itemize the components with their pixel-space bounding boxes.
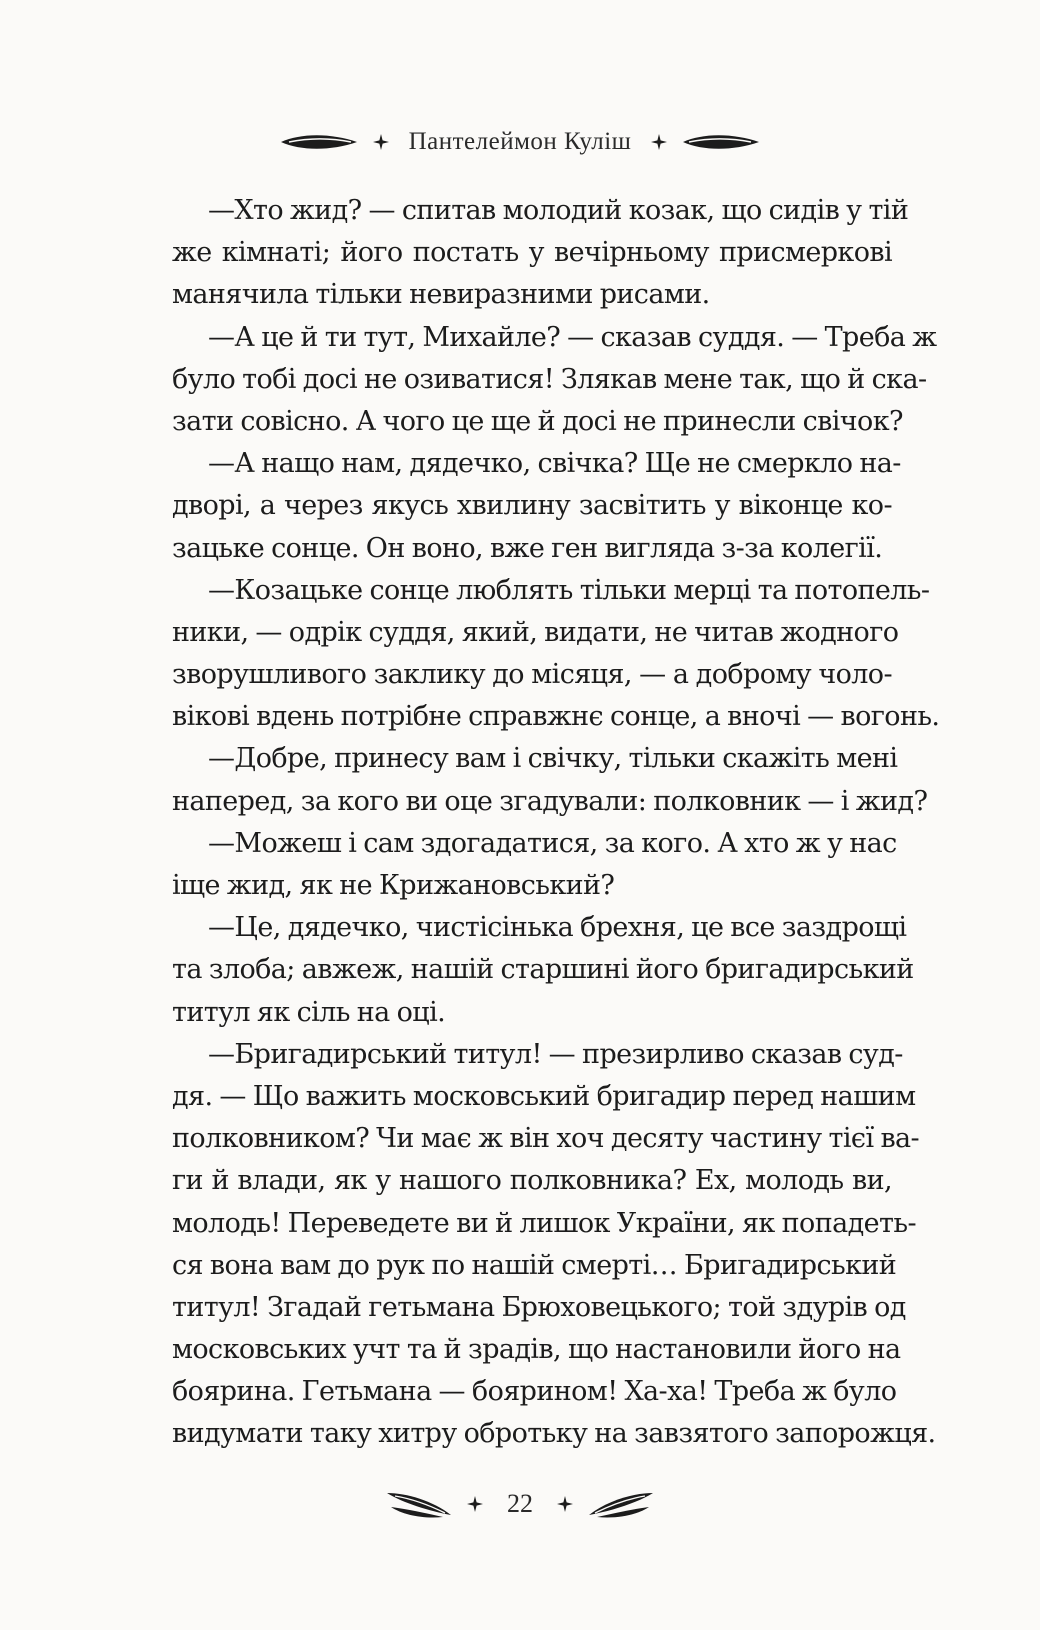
page-header [0, 120, 1040, 164]
text-line: було тобі досі не озиватися! Злякав мене так, що й ска- [172, 363, 927, 395]
text-line: манячила тільки невиразними рисами. [172, 279, 710, 311]
text-line: дворі, а через якусь хвилину засвітить у віконце ко- [172, 490, 892, 522]
text-line: ники, — одрік суддя, який, видати, не читав жодного [172, 616, 899, 648]
text-line: —Це, дядечко, чистісінька брехня, це все заздрощі [208, 912, 907, 944]
text-line: московських учт та й зрадів, що настановили його на [172, 1334, 901, 1366]
text-line: боярина. Гетьмана — боярином! Ха-ха! Треба ж було [172, 1376, 897, 1408]
text-line: зати совісно. А чого це ще й досі не принесли свічок? [172, 405, 903, 437]
text-line: же кімнаті; його постать у вечірньому присмеркові [172, 237, 892, 269]
right-leaf-ornament-icon [681, 132, 761, 152]
left-feather-ornament-icon [385, 1489, 453, 1519]
text-line: титул як сіль на оці. [172, 996, 446, 1028]
text-line: титул! Згадай гетьмана Брюховецького; той здурів од [172, 1291, 906, 1323]
text-line: —Бригадирський титул! — презирливо сказав суд- [208, 1038, 903, 1070]
text-line: ги й влади, як у нашого полковника? Ех, молодь ви, [172, 1165, 892, 1197]
text-line: та злоба; авжеж, нашій старшині його бригадирський [172, 954, 914, 986]
text-line: зацьке сонце. Он воно, вже ген вигляда з-за колегії. [172, 532, 883, 564]
text-line: полковником? Чи має ж він хоч десяту частину тієї ва- [172, 1123, 920, 1155]
text-line: —Добре, принесу вам і свічку, тільки скажіть мені [208, 743, 898, 775]
text-line: зворушливого заклику до місяця, — а доброму чоло- [172, 659, 892, 691]
text-line: ся вона вам до рук по нашій смерті… Бригадирський [172, 1249, 897, 1281]
text-line: —А нащо нам, дядечко, свічка? Ще не смеркло на- [208, 448, 901, 480]
page-number: 22 [507, 1489, 533, 1518]
text-line: видумати таку хитру обротьку на завзятого запорожця. [172, 1418, 936, 1450]
page-body-text [172, 190, 940, 1456]
header-author-name: Пантелеймон Куліш [408, 128, 632, 155]
text-line: іще жид, як не Крижановський? [172, 870, 615, 901]
footer-right-star-icon [557, 1496, 573, 1512]
right-feather-ornament-icon [587, 1489, 655, 1519]
left-star-icon [373, 134, 389, 150]
text-line: вікові вдень потрібне справжнє сонце, а вночі — вогонь. [172, 701, 940, 733]
text-line: —Можеш і сам здогадатися, за кого. А хто ж у нас [208, 827, 897, 859]
text-line: молодь! Переведете ви й лишок України, як попадеть- [172, 1207, 916, 1239]
text-line: дя. — Що важить московський бригадир перед нашим [172, 1080, 916, 1112]
text-line: наперед, за кого ви оце згадували: полковник — і жид? [172, 785, 928, 817]
text-line: —А це й ти тут, Михайле? — сказав суддя. — Треба ж [208, 321, 937, 353]
footer-left-star-icon [467, 1496, 483, 1512]
left-leaf-ornament-icon [279, 132, 359, 152]
page-footer [0, 1480, 1040, 1528]
right-star-icon [651, 134, 667, 150]
text-line: —Хто жид? — спитав молодий козак, що сидів у тій [208, 195, 909, 226]
text-line: —Козацьке сонце люблять тільки мерці та потопель- [208, 574, 930, 606]
